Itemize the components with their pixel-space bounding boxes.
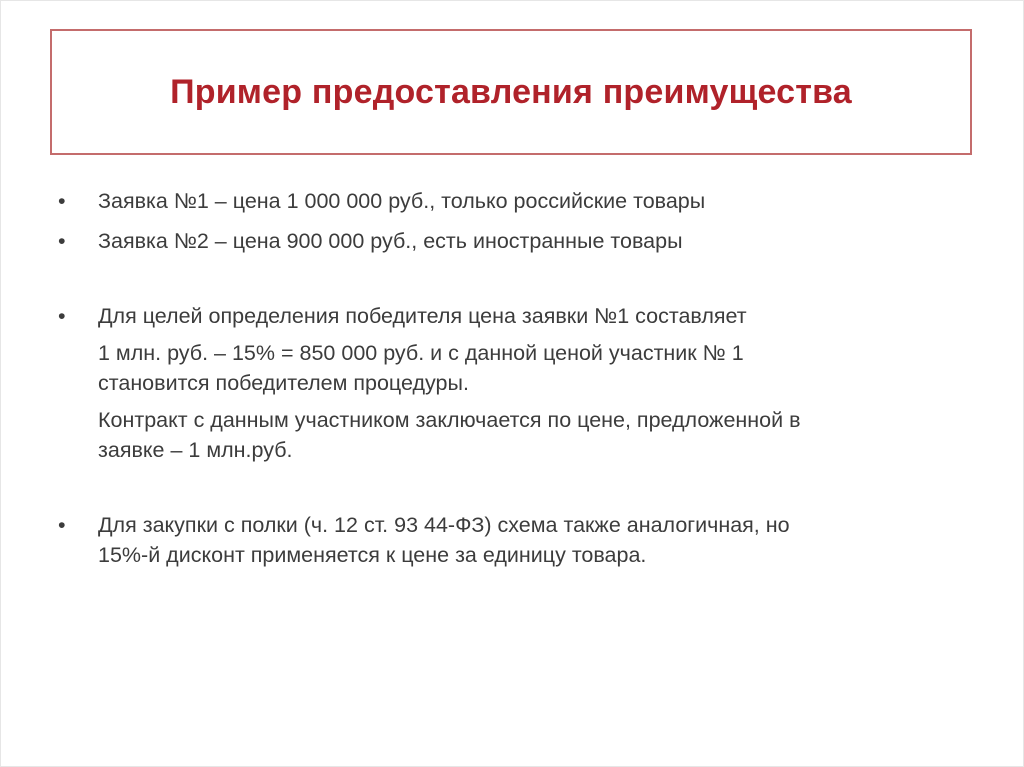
list-item-line: 1 млн. руб. – 15% = 850 000 руб. и с данной ценой участник № 1 (98, 341, 744, 365)
bullet-icon: • (58, 229, 66, 253)
slide-title: Пример предоставления преимущества (170, 72, 852, 111)
list-item-text: Заявка №2 – цена 900 000 руб., есть иностранные товары (98, 229, 683, 253)
contract-note-line: заявке – 1 млн.руб. (98, 438, 293, 462)
bullet-icon: • (58, 304, 66, 328)
list-item-bid-2 (58, 226, 978, 256)
contract-note-line: Контракт с данным участником заключается по цене, предложенной в (98, 408, 801, 432)
bullet-icon: • (58, 189, 66, 213)
title-box (50, 29, 972, 155)
list-item-shelf-purchase (58, 510, 978, 570)
list-item-line: 15%-й дисконт применяется к цене за единицу товара. (98, 543, 647, 567)
list-item-bid-1 (58, 186, 978, 216)
bullet-list (58, 186, 978, 570)
list-item-text: Заявка №1 – цена 1 000 000 руб., только российские товары (98, 189, 706, 213)
list-item-line: становится победителем процедуры. (98, 371, 469, 395)
list-item-line: Для закупки с полки (ч. 12 ст. 93 44-ФЗ) схема также аналогичная, но (98, 513, 790, 537)
list-item-winner-calculation (58, 301, 978, 465)
list-item-line: Для целей определения победителя цена заявки №1 составляет (98, 304, 747, 328)
bullet-icon: • (58, 513, 66, 537)
